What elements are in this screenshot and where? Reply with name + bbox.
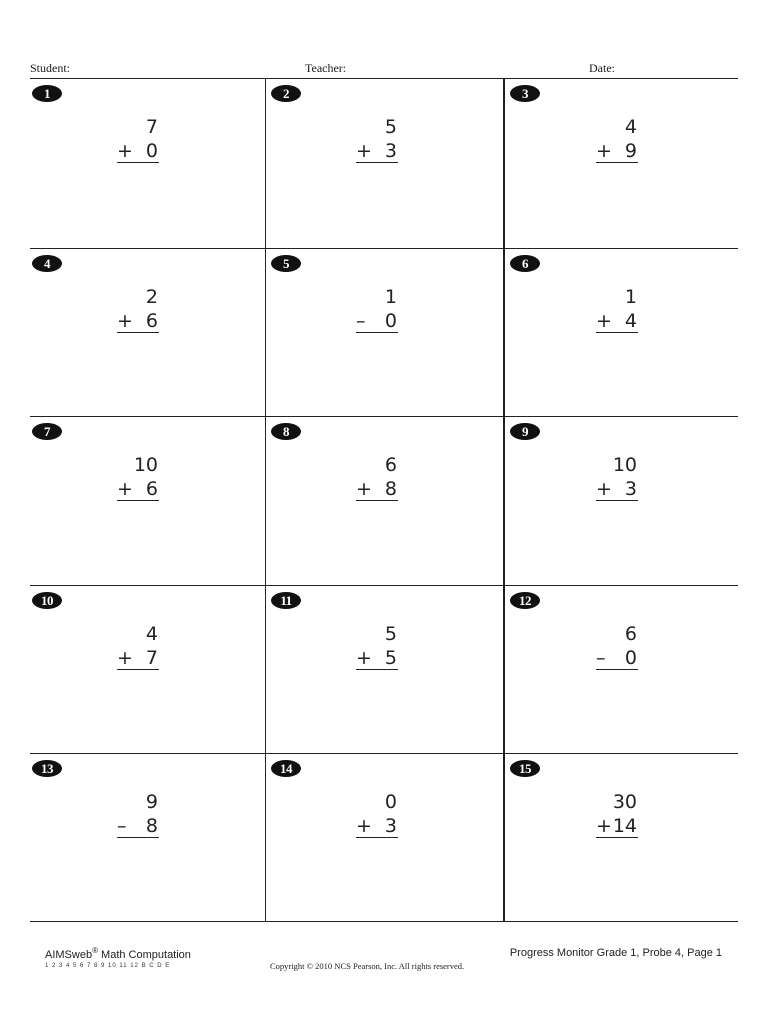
problem-cell <box>265 416 503 585</box>
top-operand: 2 <box>145 285 158 308</box>
top-operand: 1 <box>384 285 397 308</box>
bottom-operand-row <box>356 814 398 838</box>
arithmetic-problem <box>117 622 159 670</box>
bottom-operand: 0 <box>145 140 158 162</box>
operator-sign: – <box>596 646 606 669</box>
bottom-operand-row <box>117 477 159 501</box>
problem-cell <box>503 585 738 754</box>
bottom-operand-row <box>596 814 638 838</box>
problem-number-badge: 9 <box>510 423 540 440</box>
problem-number-badge: 5 <box>271 255 301 272</box>
date-label: Date: <box>589 61 615 75</box>
arithmetic-problem <box>596 453 638 501</box>
bottom-operand: 6 <box>145 478 158 501</box>
probe-info: Progress Monitor Grade 1, Probe 4, Page 1 <box>509 947 722 959</box>
bottom-operand-row <box>596 139 638 163</box>
student-label: Student: <box>30 61 71 75</box>
arithmetic-problem <box>596 285 638 333</box>
problem-number-badge: 15 <box>510 760 540 777</box>
bottom-operand: 0 <box>384 309 397 332</box>
bottom-operand: 3 <box>384 815 397 838</box>
operator-sign: + <box>356 646 372 669</box>
problem-cell <box>30 79 265 248</box>
footer-left <box>45 946 191 969</box>
bottom-operand-row <box>596 477 638 501</box>
top-operand: 9 <box>145 791 158 814</box>
top-operand: 5 <box>384 622 397 645</box>
problem-cell <box>265 248 503 417</box>
problem-grid <box>30 79 738 922</box>
top-operand: 4 <box>145 622 158 645</box>
problem-cell <box>265 753 503 922</box>
top-operand: 7 <box>145 116 158 138</box>
top-operand: 10 <box>133 454 158 477</box>
operator-sign: + <box>117 309 133 332</box>
arithmetic-problem <box>117 285 159 333</box>
bottom-operand-row <box>596 309 638 333</box>
bottom-operand-row <box>596 646 638 670</box>
bottom-operand-row <box>117 814 159 838</box>
problem-cell <box>265 585 503 754</box>
problem-cell <box>265 79 503 248</box>
bottom-operand: 9 <box>624 140 637 162</box>
problem-cell <box>30 248 265 417</box>
problem-number-badge: 12 <box>510 592 540 609</box>
top-operand: 30 <box>612 791 637 814</box>
top-operand: 1 <box>624 285 637 308</box>
bottom-operand-row <box>117 139 159 163</box>
problem-number-badge: 14 <box>271 760 301 777</box>
top-operand: 6 <box>384 454 397 477</box>
problem-number-badge: 4 <box>32 255 62 272</box>
problem-cell <box>30 753 265 922</box>
bottom-operand: 14 <box>612 815 637 838</box>
bottom-operand: 3 <box>384 140 397 162</box>
operator-sign: + <box>596 140 612 162</box>
bottom-operand: 8 <box>145 815 158 838</box>
problem-cell <box>503 248 738 417</box>
problem-number-badge: 13 <box>32 760 62 777</box>
arithmetic-problem <box>356 453 398 501</box>
problem-number-badge: 7 <box>32 423 62 440</box>
problem-cell <box>503 753 738 922</box>
bottom-operand: 3 <box>624 478 637 501</box>
bottom-operand: 7 <box>145 646 158 669</box>
operator-sign: + <box>356 478 372 501</box>
arithmetic-problem <box>596 790 638 838</box>
problem-cell <box>30 416 265 585</box>
worksheet-header <box>30 61 738 78</box>
top-operand: 4 <box>624 116 637 138</box>
operator-sign: – <box>356 309 366 332</box>
bottom-operand: 0 <box>624 646 637 669</box>
bottom-operand-row <box>117 646 159 670</box>
arithmetic-problem <box>117 115 159 163</box>
problem-number-badge: 1 <box>32 85 62 102</box>
registered-mark: ® <box>92 946 98 955</box>
arithmetic-problem <box>596 115 638 163</box>
top-operand: 6 <box>624 622 637 645</box>
operator-sign: + <box>356 815 372 838</box>
arithmetic-problem <box>356 622 398 670</box>
teacher-label: Teacher: <box>305 61 347 75</box>
problem-number-badge: 11 <box>271 592 301 609</box>
operator-sign: + <box>596 815 612 838</box>
problem-cell <box>503 79 738 248</box>
arithmetic-problem <box>356 115 398 163</box>
footer-title-suffix: Math Computation <box>97 949 191 961</box>
bottom-operand-row <box>356 309 398 333</box>
bottom-operand: 4 <box>624 309 637 332</box>
operator-sign: + <box>596 309 612 332</box>
top-operand: 5 <box>384 116 397 138</box>
operator-sign: + <box>117 140 133 162</box>
arithmetic-problem <box>117 790 159 838</box>
problem-number-badge: 6 <box>510 255 540 272</box>
bottom-operand-row <box>117 309 159 333</box>
problem-number-badge: 2 <box>271 85 301 102</box>
bottom-operand-row <box>356 139 398 163</box>
problem-number-badge: 8 <box>271 423 301 440</box>
operator-sign: + <box>356 140 372 162</box>
bottom-operand: 5 <box>384 646 397 669</box>
footer-brand: AIMSweb <box>45 949 93 961</box>
arithmetic-problem <box>356 285 398 333</box>
operator-sign: + <box>596 478 612 501</box>
problem-cell <box>503 416 738 585</box>
problem-number-badge: 3 <box>510 85 540 102</box>
problem-cell <box>30 585 265 754</box>
arithmetic-problem <box>117 453 159 501</box>
operator-sign: + <box>117 646 133 669</box>
problem-number-badge: 10 <box>32 592 62 609</box>
bottom-operand-row <box>356 477 398 501</box>
footer-title <box>45 946 191 961</box>
arithmetic-problem <box>596 622 638 670</box>
operator-sign: + <box>117 478 133 501</box>
copyright-notice: Copyright © 2010 NCS Pearson, Inc. All rights reserved. <box>270 961 465 971</box>
bottom-operand: 8 <box>384 478 397 501</box>
arithmetic-problem <box>356 790 398 838</box>
top-operand: 10 <box>612 454 637 477</box>
form-codes: 1 2 3 4 5 6 7 8 9 10 11 12 B C D E <box>45 963 171 969</box>
top-operand: 0 <box>384 791 397 814</box>
bottom-operand-row <box>356 646 398 670</box>
operator-sign: – <box>117 815 127 838</box>
bottom-operand: 6 <box>145 309 158 332</box>
